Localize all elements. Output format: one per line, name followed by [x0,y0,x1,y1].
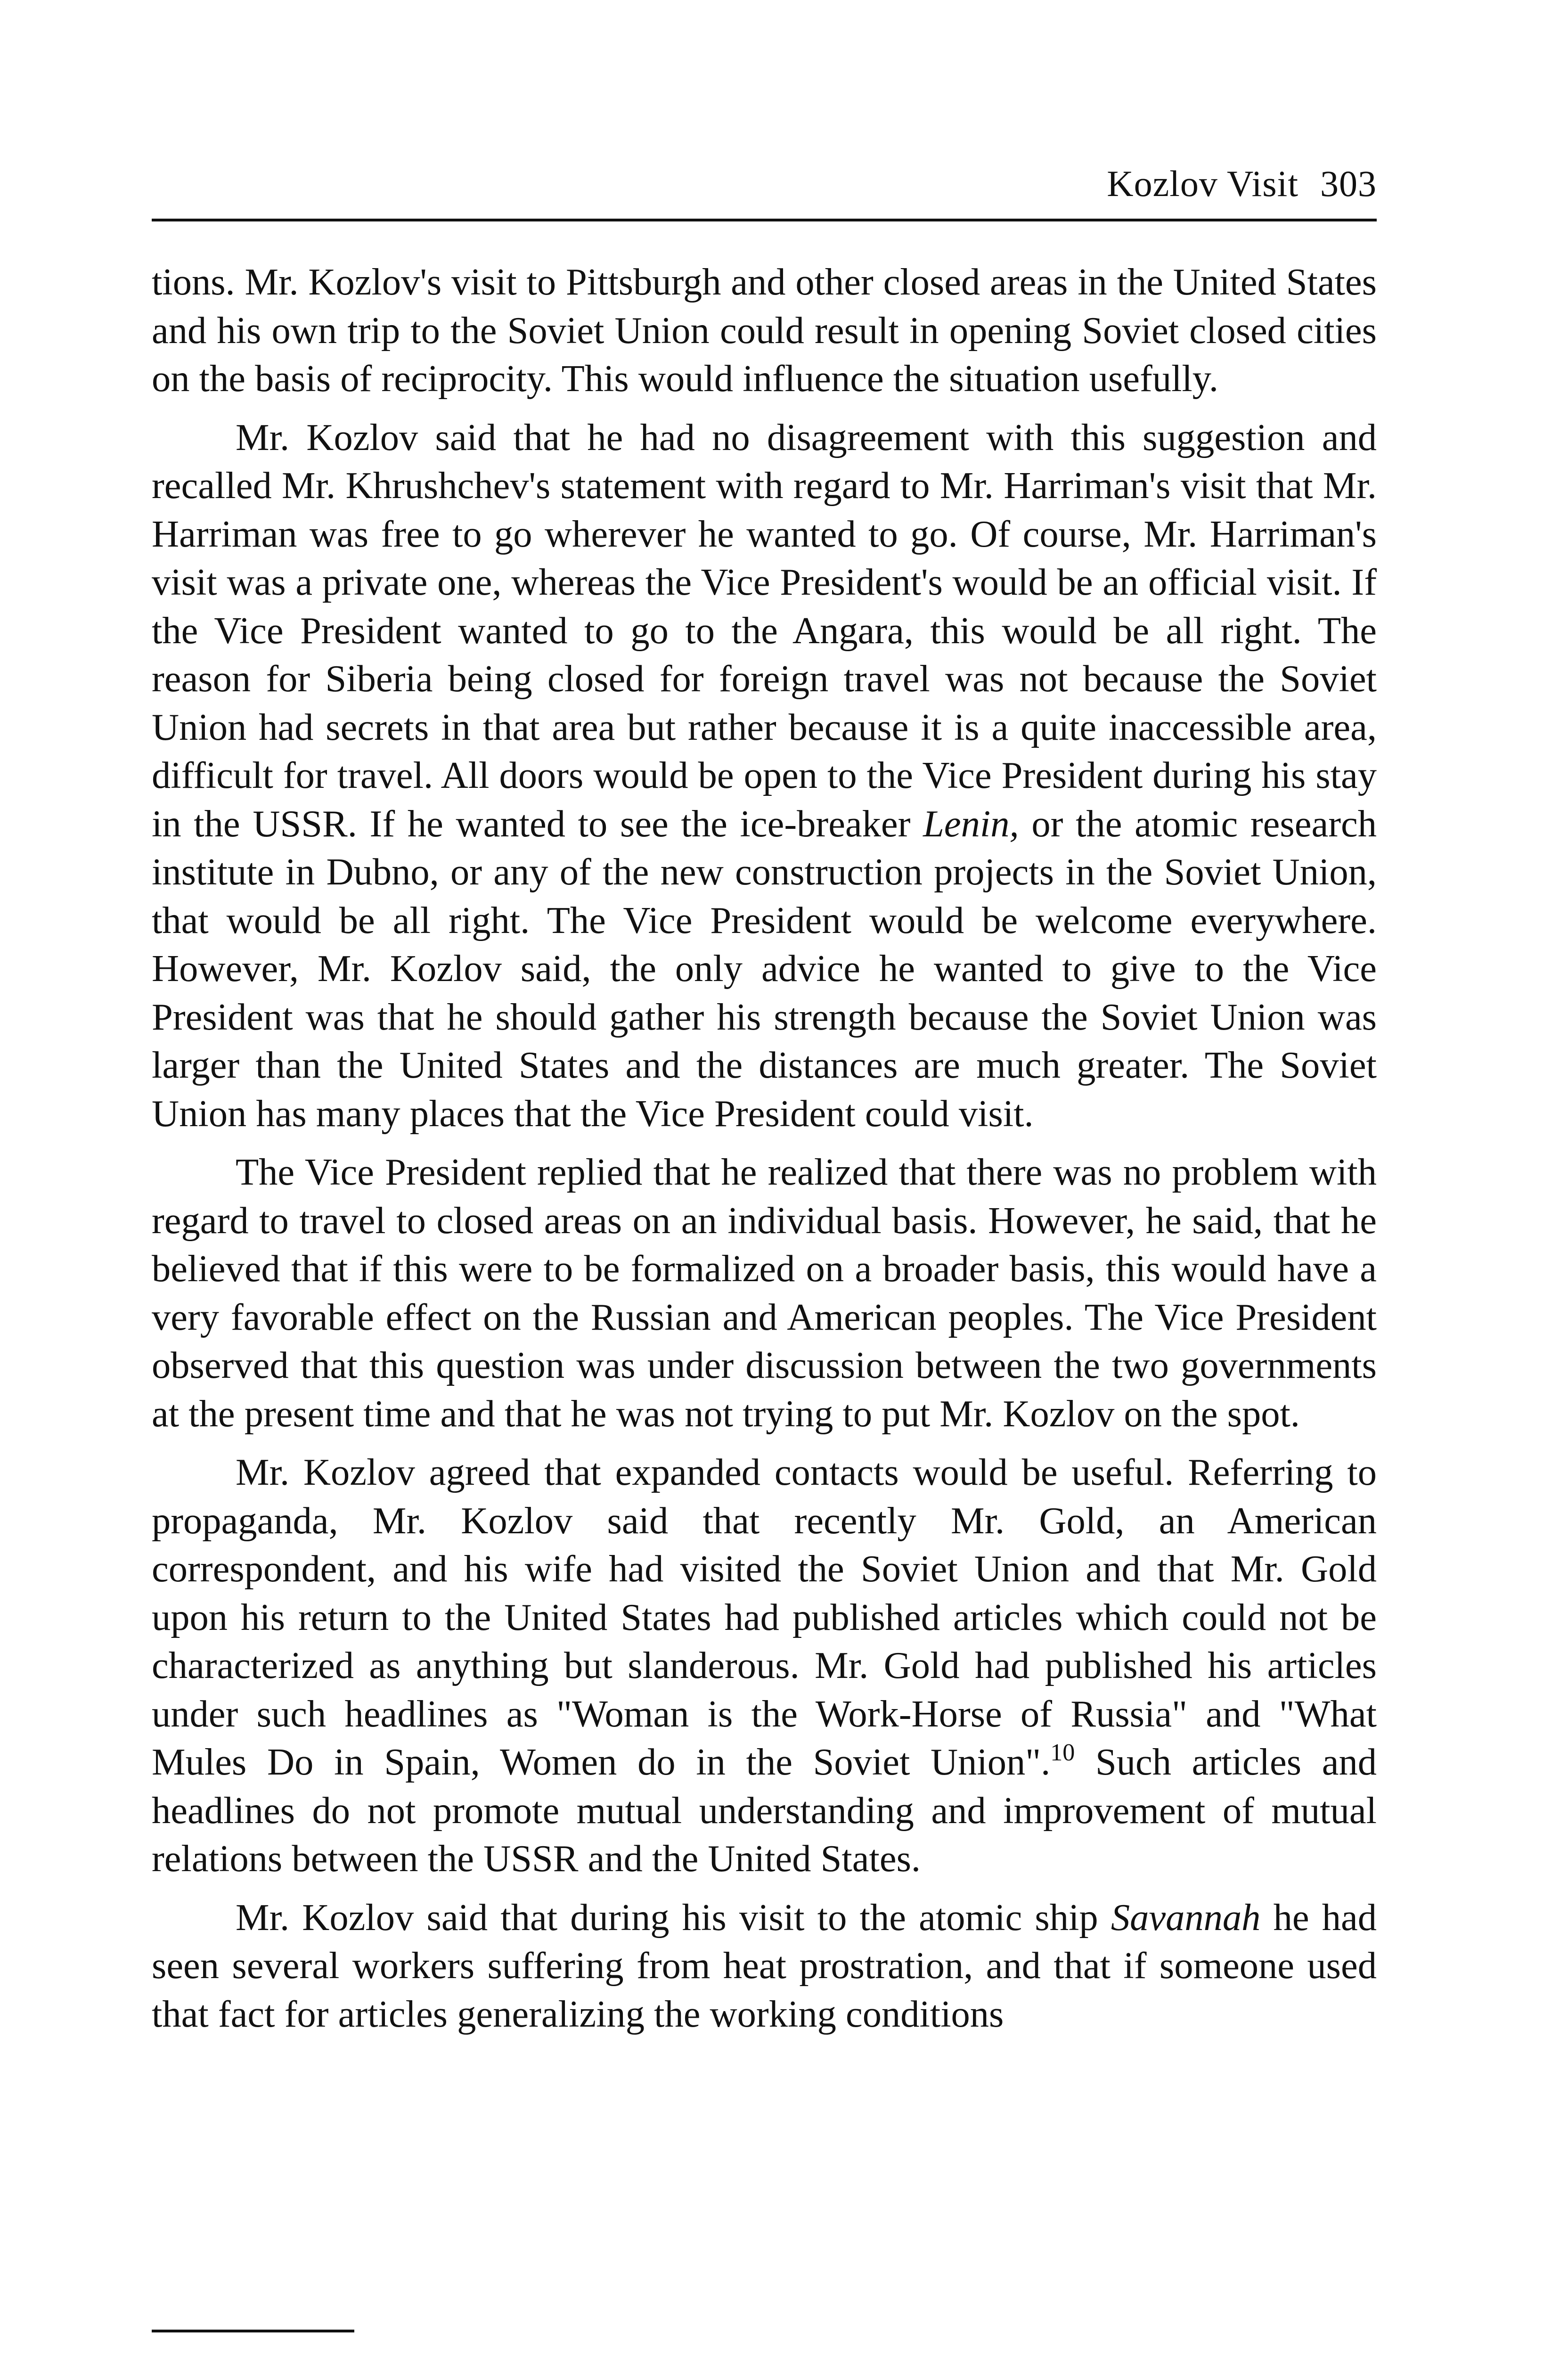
running-head [152,160,1377,207]
paragraph-text: Mr. Kozlov said that he had no disagreement with this suggestion and recalled Mr. Khrushchev's statement with regard to Mr. Harriman's visit that Mr. Harriman was free to go wherever he wanted to go. Of course, Mr. Harriman's visit was a private one, whereas the Vice President's would be an official visit. If the Vice President wanted to go to the Angara, this would be all right. The reason for Siberia being closed for foreign travel was not because the Soviet Union had secrets in that area but rather because it is a quite inaccessible area, difficult for travel. All doors would be open to the Vice President during his stay in the USSR. If he wanted to see the ice-breaker [152,416,1377,845]
running-head-title: Kozlov Visit [1107,163,1298,204]
paragraph [152,414,1377,1138]
page-number: 303 [1320,163,1377,204]
paragraph [152,1448,1377,1883]
paragraph-text: Mr. Kozlov said that during his visit to the atomic ship [236,1896,1111,1939]
body-text [152,258,1377,2049]
header-rule [152,219,1377,221]
paragraph-text: The Vice President replied that he realized that there was no problem with regard to travel to closed areas on an individual basis. However, he said, that he believed that if this were to be formalized on a broader basis, this would have a very favorable effect on the Russian and American peoples. The Vice President observed that this question was under discussion between the two governments at the present time and that he was not trying to put Mr. Kozlov on the spot. [152,1151,1377,1435]
paragraph [152,258,1377,403]
paragraph-text: or the atomic research institute in Dubno, or any of the new construction projects in the Soviet Union, that would be all right. The Vice President would be welcome everywhere. However, Mr. Kozlov said, the only advice he wanted to give to the Vice President was that he should gather his strength because the Soviet Union was larger than the United States and the distances are much greater. The Soviet Union has many places that the Vice President could visit. [152,802,1377,1135]
ship-name-lenin: Lenin, [923,802,1019,845]
paragraph [152,1894,1377,2039]
paragraph-text: Mr. Kozlov agreed that expanded contacts would be useful. Referring to propaganda, Mr. Kozlov said that recently Mr. Gold, an American correspondent, and his wife had visited the Soviet Union and that Mr. Gold upon his return to the United States had published articles which could not be characterized as anything but slanderous. Mr. Gold had published his articles under such headlines as "Woman is the Work-Horse of Russia" and "What Mules Do in Spain, Women do in the Soviet Union". [152,1451,1377,1783]
footnote-rule [152,2330,354,2332]
paragraph-text: tions. Mr. Kozlov's visit to Pittsburgh and other closed areas in the United States and his own trip to the Soviet Union could result in opening Soviet closed cities on the basis of reciprocity. This would influence the situation usefully. [152,261,1377,400]
paragraph-text: he had seen several workers suffering from heat prostration, and that if someone used that fact for articles generalizing the working conditions [152,1896,1377,2035]
footnote-reference: 10 [1050,1739,1075,1766]
ship-name-savannah: Savannah [1111,1896,1261,1939]
paragraph-text: Such articles and headlines do not promote mutual understanding and improvement of mutual relations between the USSR and the United States. [152,1741,1377,1880]
paragraph [152,1148,1377,1438]
